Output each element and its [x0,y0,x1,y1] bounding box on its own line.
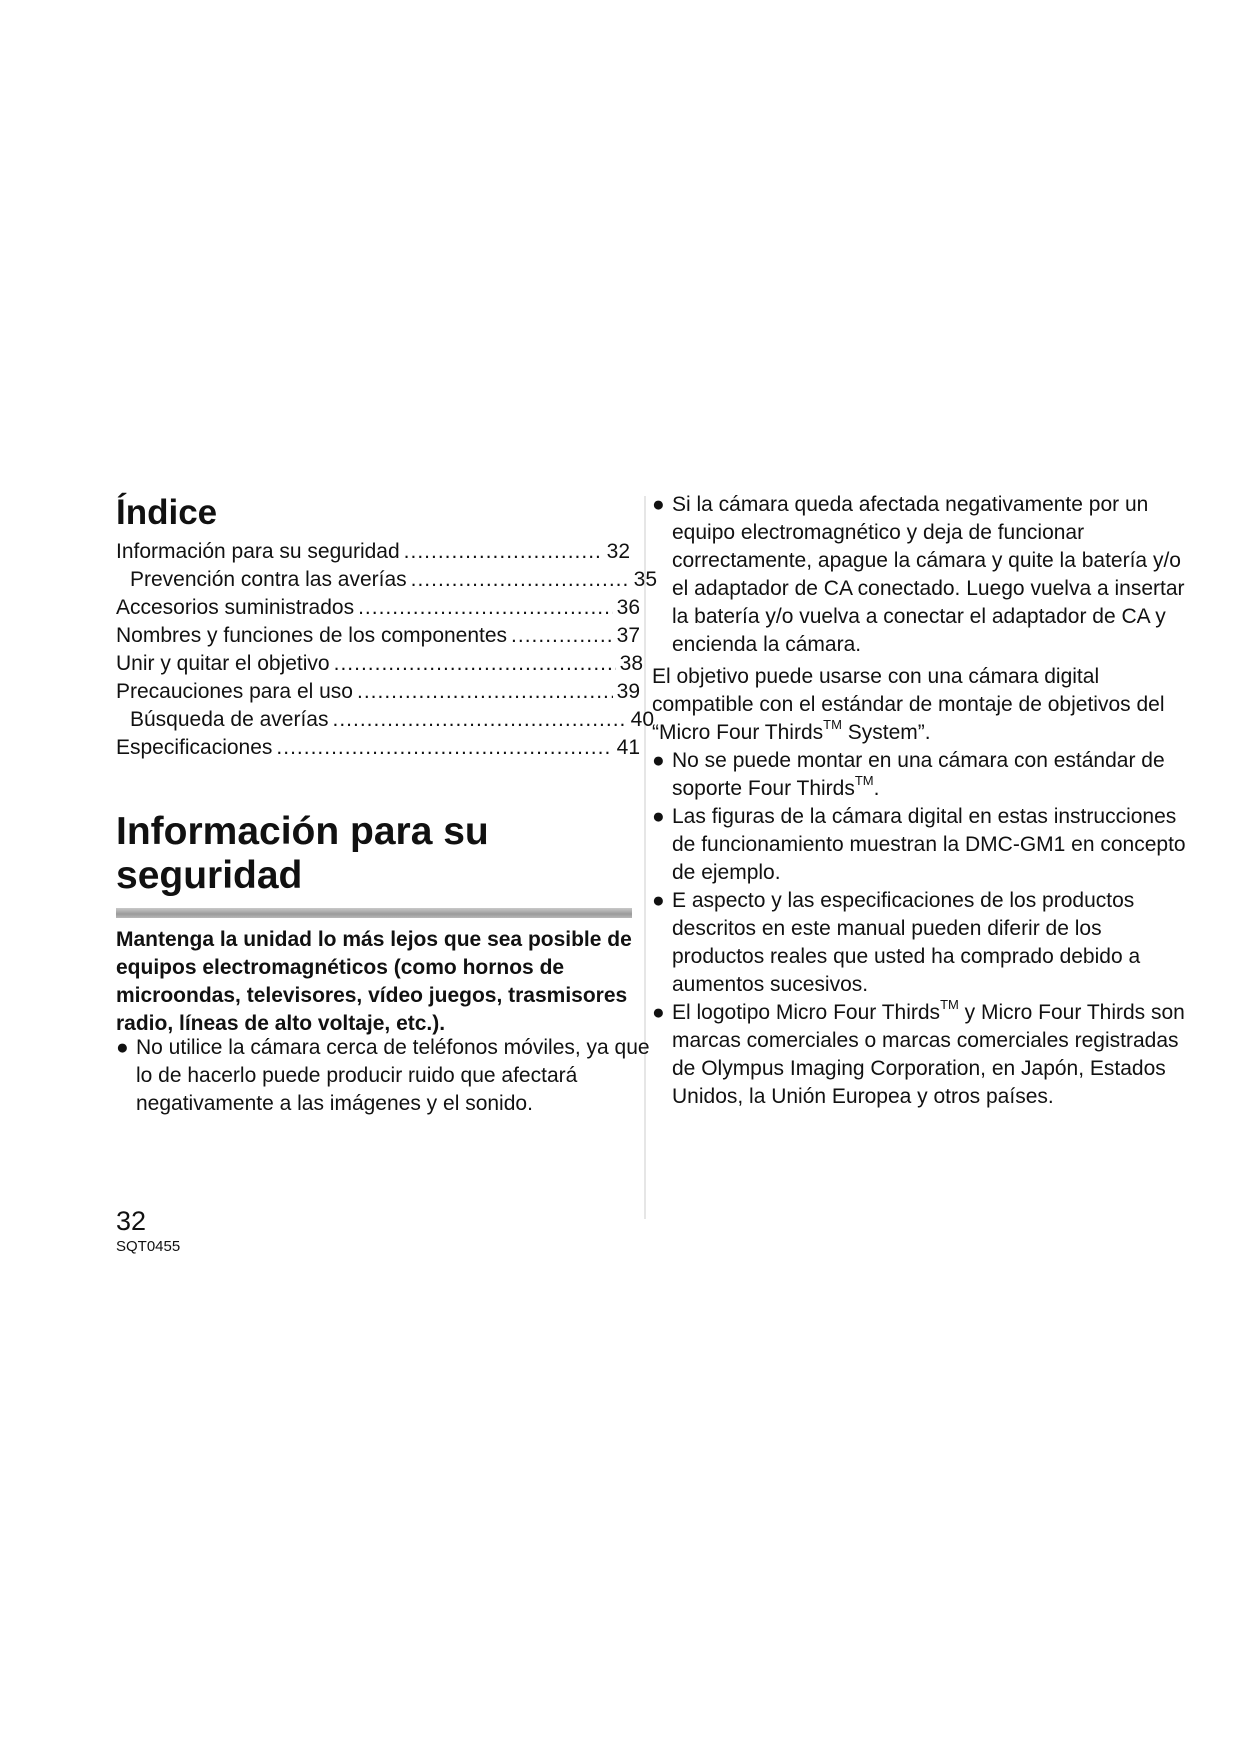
right-column [652,491,1192,1111]
bullet-electromagnetic [652,491,1192,659]
toc-entry-page: 37 [616,624,640,647]
toc-entry[interactable] [116,566,657,594]
toc-entry-page: 35 [633,568,657,591]
bullet-trademarks [652,999,1192,1111]
toc-list [116,538,657,762]
toc-leader-dots [276,734,612,762]
bullet-mobile-phones [116,1034,656,1118]
toc-entry-page: 40 [630,708,654,731]
toc-entry-page: 41 [616,736,640,759]
toc-entry-label: Accesorios suministrados [116,596,355,619]
bullet-text: E aspecto y las especificaciones de los productos descritos en este manual pueden diferir de los productos reales que usted ha comprado debido a aumentos sucesivos. [672,889,1141,996]
bullet-text-main: El logotipo Micro Four Thirds [672,1001,941,1024]
toc-entry-label: Búsqueda de averías [130,708,329,731]
section-title-rule [116,908,632,918]
left-column [116,488,657,1115]
section-title [116,810,636,898]
bullet-icon: ● [652,805,665,828]
compatibility-text: El objetivo puede usarse con una cámara digital compatible con el estándar de montaje de objetivos del “Micro Four Thirds [652,665,1165,744]
toc-entry-page: 32 [606,540,630,563]
section-title-line2: seguridad [116,854,303,897]
toc-entry[interactable] [116,734,640,762]
bullet-text: No utilice la cámara cerca de teléfonos móviles, ya que lo de hacerlo puede producir ruido que afectará negativamente a las imágenes y el sonido. [136,1036,650,1115]
bullet-text [672,999,1192,1111]
toc-entry-label: Especificaciones [116,736,273,759]
bullet-icon: ● [652,889,665,912]
toc-leader-dots [411,566,630,594]
bullet-figures-example [652,803,1192,887]
bullet-text [672,747,1192,803]
bullet-icon: ● [116,1036,129,1059]
toc-entry-page: 38 [619,652,643,675]
toc-entry[interactable] [116,538,630,566]
toc-entry[interactable] [116,650,643,678]
toc-leader-dots [404,538,603,566]
bullet-four-thirds-mount [652,747,1192,803]
bullet-text: Si la cámara queda afectada negativamente por un equipo electromagnético y deja de funcionar correctamente, apague la cámara y quite la batería y/o el adaptador de CA conectado. Luego vuelva a insertar la batería y/o vuelva a conectar el adaptador de CA y encienda la cámara. [672,493,1185,656]
toc-entry[interactable] [116,678,640,706]
compatibility-paragraph [652,663,1192,747]
toc-leader-dots [511,622,613,650]
trademark-mark: TM [823,717,842,732]
emi-warning-text: Mantenga la unidad lo más lejos que sea posible de equipos electromagnéticos (como hornos de microondas, televisores, vídeo juegos, trasmisores radio, líneas de alto voltaje, etc.). [116,928,632,1035]
toc-entry-page: 39 [616,680,640,703]
toc-entry[interactable] [116,706,654,734]
bullet-text: Las figuras de la cámara digital en estas instrucciones de funcionamiento muestran la DMC-GM1 en concepto de ejemplo. [672,805,1186,884]
bullet-icon: ● [652,493,665,516]
toc-leader-dots [358,594,613,622]
section-title-line1: Información para su [116,810,489,853]
trademark-mark: TM [940,997,959,1012]
trademark-mark: TM [854,773,874,788]
bullet-text-end: y Micro Four Thirds son marcas comerciales o marcas comerciales registradas de Olympus Imaging Corporation, en Japón, Estados Unidos, la Unión Europea y otros países. [672,1001,1185,1108]
bullet-appearance-specs [652,887,1192,999]
toc-entry-label: Información para su seguridad [116,540,400,563]
compatibility-text-end: System”. [841,721,931,744]
page-number: 32 [116,1206,147,1236]
toc-entry-label: Prevención contra las averías [130,568,407,591]
bullet-icon: ● [652,749,665,772]
toc-entry-label: Precauciones para el uso [116,680,353,703]
toc-title: Índice [116,493,218,532]
toc-entry-label: Unir y quitar el objetivo [116,652,330,675]
bullet-icon: ● [652,1001,665,1024]
document-code: SQT0455 [116,1238,181,1255]
toc-leader-dots [332,706,626,734]
bullet-text-main: No se puede montar en una cámara con estándar de soporte Four Thirds [672,749,1165,800]
toc-entry-page: 36 [616,596,640,619]
toc-entry[interactable] [116,622,640,650]
toc-leader-dots [334,650,616,678]
toc-entry[interactable] [116,594,640,622]
bullet-text-end: . [873,777,880,800]
toc-entry-label: Nombres y funciones de los componentes [116,624,508,647]
toc-leader-dots [357,678,613,706]
